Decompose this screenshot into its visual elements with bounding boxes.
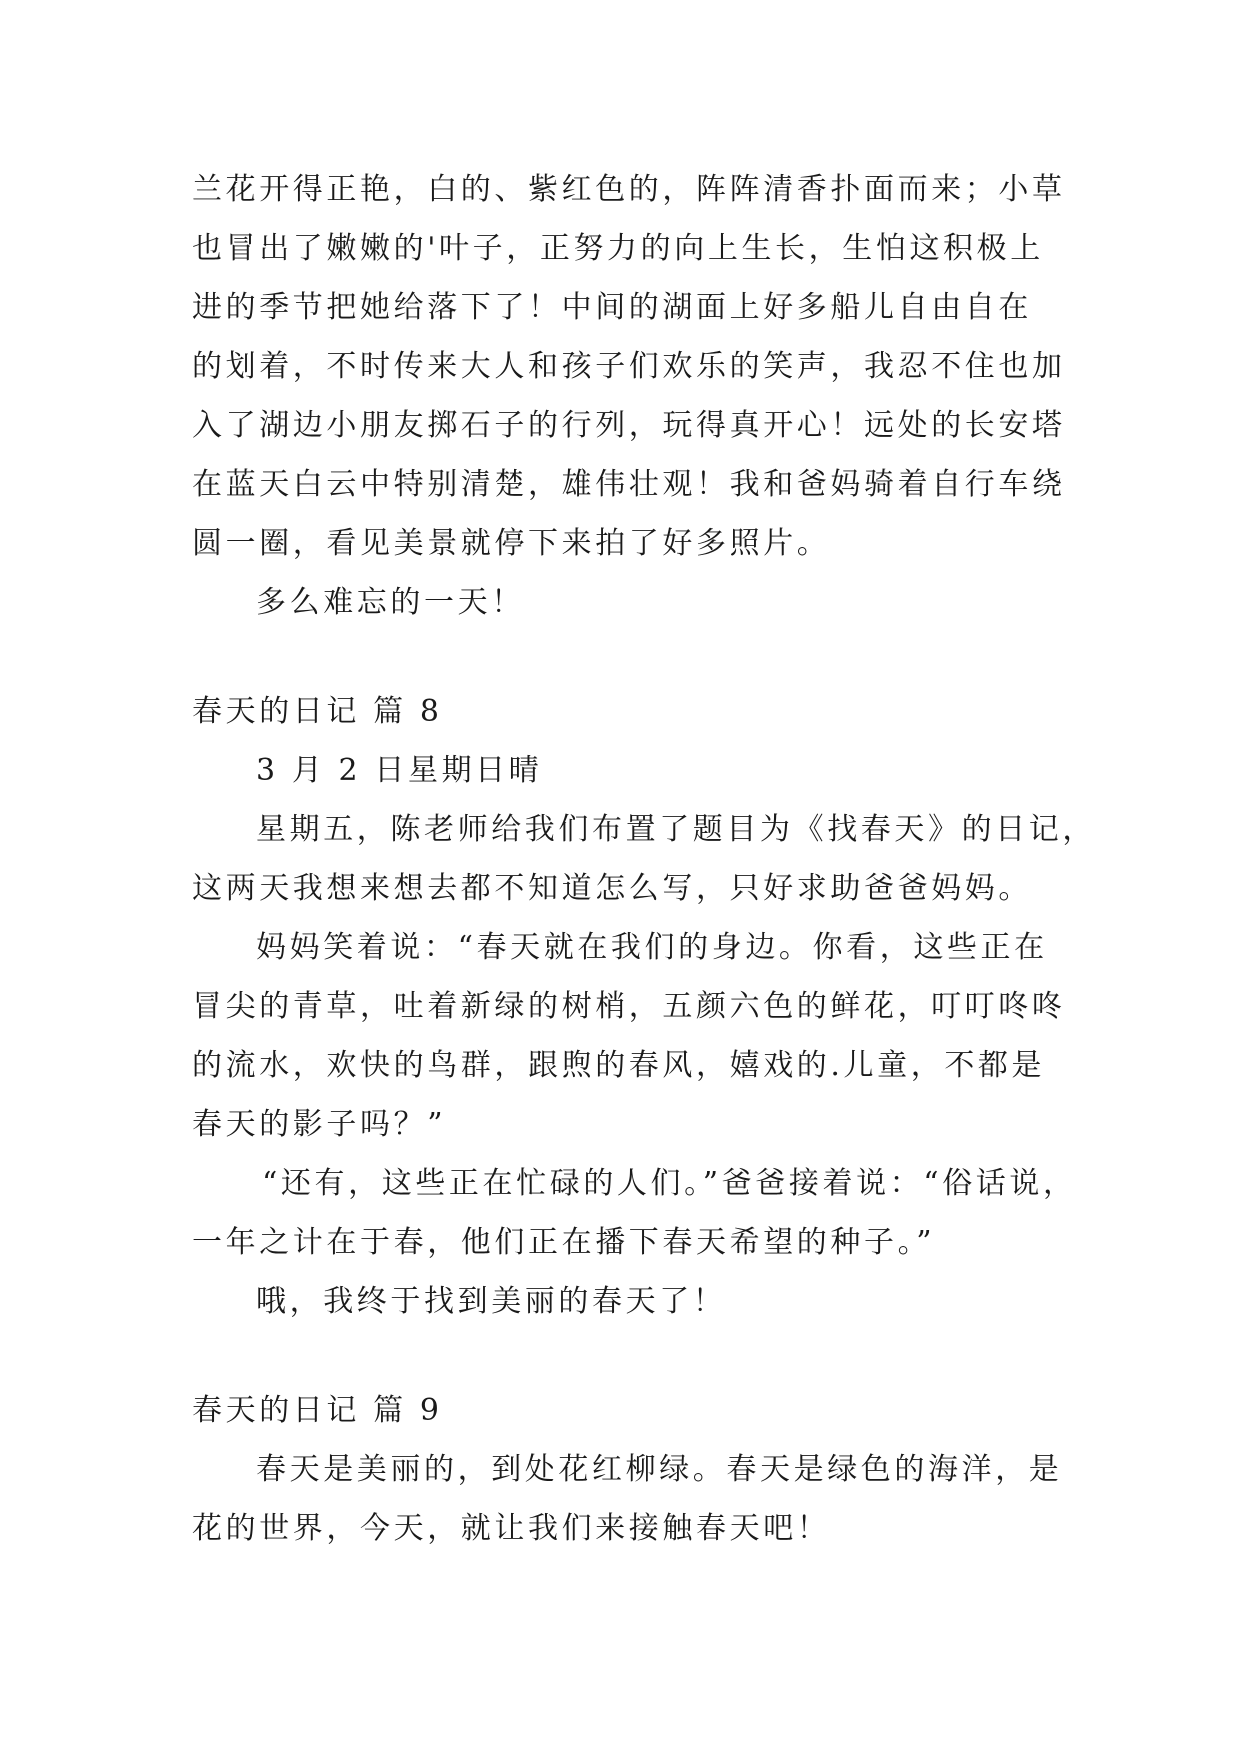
paragraph-line: 进的季节把她给落下了！中间的湖面上好多船儿自由自在	[192, 290, 1032, 325]
paragraph-line: 的划着，不时传来大人和孩子们欢乐的笑声，我忍不住也加	[192, 349, 1066, 384]
paragraph-line: 春天是美丽的，到处花红柳绿。春天是绿色的海洋，是	[256, 1452, 1063, 1487]
section-heading: 春天的日记 篇 9	[192, 1393, 443, 1428]
paragraph-line: “还有，这些正在忙碌的人们。”爸爸接着说：“俗话说，	[262, 1166, 1077, 1201]
paragraph-line: 也冒出了嫩嫩的'叶子，正努力的向上生长，生怕这积极上	[192, 231, 1044, 266]
paragraph-line: 入了湖边小朋友掷石子的行列，玩得真开心！远处的长安塔	[192, 408, 1066, 443]
document-body	[192, 0, 1096, 1754]
paragraph-line: 哦，我终于找到美丽的春天了！	[256, 1284, 727, 1319]
paragraph-line: 的流水，欢快的鸟群，跟煦的春风，嬉戏的.儿童，不都是	[192, 1048, 1046, 1083]
section-heading: 春天的日记 篇 8	[192, 694, 443, 729]
paragraph-line: 春天的影子吗？”	[192, 1107, 447, 1142]
paragraph-line: 圆一圈，看见美景就停下来拍了好多照片。	[192, 526, 831, 561]
date-line: 3 月 2 日星期日晴	[256, 753, 543, 788]
paragraph-line: 妈妈笑着说：“春天就在我们的身边。你看，这些正在	[256, 930, 1048, 965]
paragraph-line: 花的世界，今天，就让我们来接触春天吧！	[192, 1511, 831, 1546]
paragraph-line: 在蓝天白云中特别清楚，雄伟壮观！我和爸妈骑着自行车绕	[192, 467, 1066, 502]
paragraph-line: 星期五，陈老师给我们布置了题目为《找春天》的日记，	[256, 812, 1096, 847]
paragraph-line: 兰花开得正艳，白的、紫红色的，阵阵清香扑面而来；小草	[192, 172, 1066, 207]
closing-line: 多么难忘的一天！	[256, 585, 525, 620]
paragraph-line: 冒尖的青草，吐着新绿的树梢，五颜六色的鲜花，叮叮咚咚	[192, 989, 1066, 1024]
paragraph-line: 这两天我想来想去都不知道怎么写，只好求助爸爸妈妈。	[192, 871, 1032, 906]
paragraph-line: 一年之计在于春，他们正在播下春天希望的种子。”	[192, 1225, 936, 1260]
